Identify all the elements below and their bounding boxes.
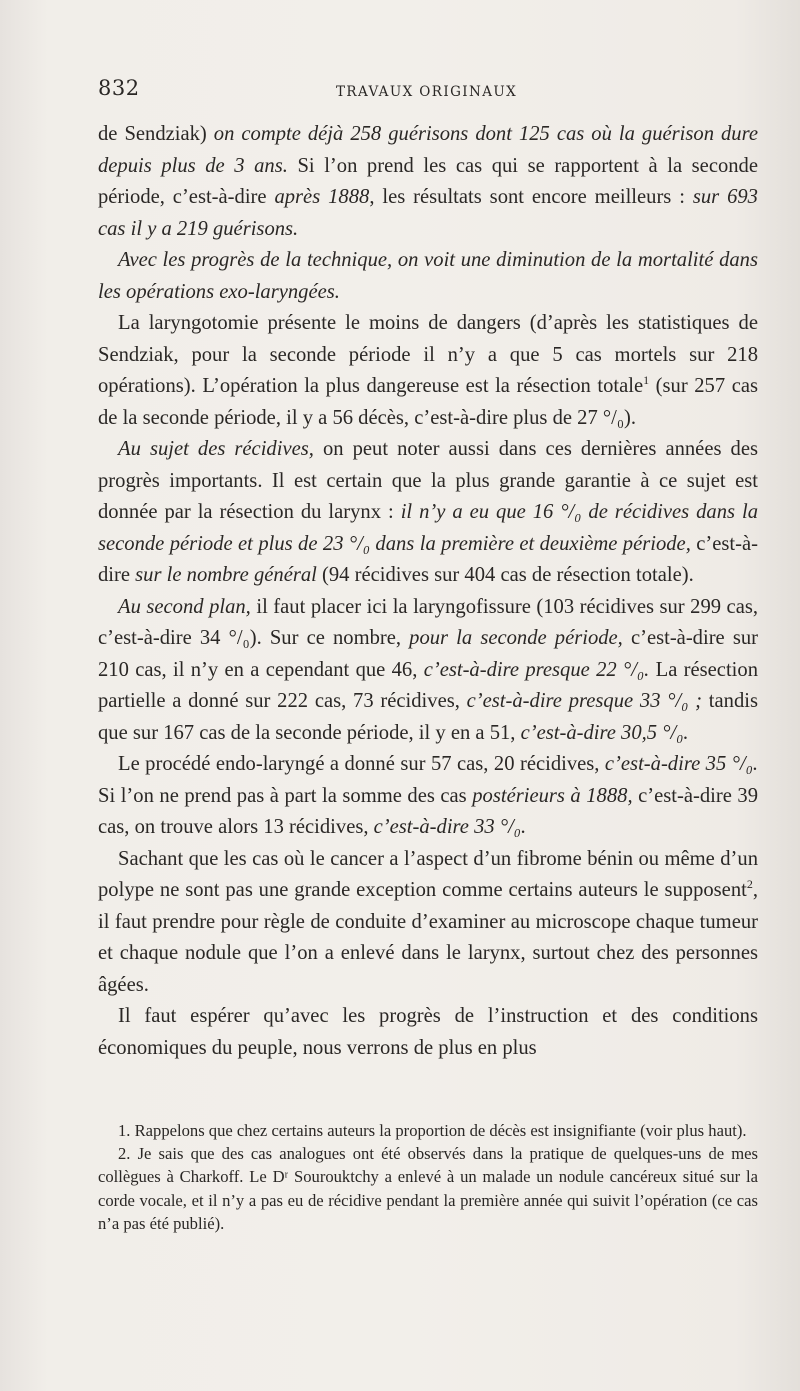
footnote-1: 1. Rappelons que chez certains auteurs la proportion de décès est insignifiante (voir plus haut). xyxy=(118,1121,747,1140)
footnotes xyxy=(98,1119,758,1235)
paragraph-6: Le procédé endo-laryngé a donné sur 57 cas, 20 récidives, c’est-à-dire 35 °/₀. Si l’on ne prend pas à part la somme des cas postérieurs à 1888, c’est-à-dire 39 cas, on trouve alors 13 récidives, c’est-à-dire 33 °/₀. xyxy=(98,753,759,838)
paragraph-3: La laryngotomie présente le moins de dangers (d’après les statistiques de Sendziak, pour la seconde période il n’y a que 5 cas mortels sur 218 opérations). L’opération la plus dangereuse est la résection totale$^1$ (sur 257 cas de la seconde période, il y a 56 décès, c’est-à-dire plus de 27 °/₀). xyxy=(98,312,758,429)
paragraph-4: Au sujet des récidives, on peut noter aussi dans ces dernières années des progrès importants. Il est certain que la plus grande garantie à ce sujet est donnée par la résection du larynx : il n’y a eu que 16 °/₀ de récidives dans la seconde période et plus de 23 °/₀ dans la première et deuxième période, c’est-à-dire sur le nombre général (94 récidives sur 404 cas de résection totale). xyxy=(98,438,759,586)
page-header xyxy=(96,76,756,110)
paragraph-5: Au second plan, il faut placer ici la laryngofissure (103 récidives sur 299 cas, c’est-à-dire 34 °/₀). Sur ce nombre, pour la seconde période, c’est-à-dire sur 210 cas, il n’y en a cependant que 46, c’est-à-dire presque 22 °/₀. La résection partielle a donné sur 222 cas, 73 récidives, c’est-à-dire presque 33 °/₀ ; tandis que sur 167 cas de la seconde période, il y en a 51, c’est-à-dire 30,5 °/₀. xyxy=(98,595,759,744)
paragraph-1: de Sendziak) on compte déjà 258 guérisons dont 125 cas où la guérison dure depuis plus de 3 ans. Si l’on prend les cas qui se rapportent à la seconde période, c’est-à-dire après 1888, les résultats sont encore meilleurs : sur 693 cas il y a 219 guérisons. xyxy=(98,123,758,240)
paragraph-8: Il faut espérer qu’avec les progrès de l’instruction et des conditions économiques du peuple, nous verrons de plus en plus xyxy=(98,1005,758,1059)
footnote-ref-1: 1 xyxy=(643,373,650,387)
running-head: TRAVAUX ORIGINAUX xyxy=(336,84,518,100)
footnote-ref-2: 2 xyxy=(746,877,753,891)
paragraph-7: Sachant que les cas où le cancer a l’aspect d’un fibrome bénin ou même d’un polype ne sont pas une grande exception comme certains auteurs le supposent$^2$, il faut prendre pour règle de conduite d’examiner au microscope chaque tumeur et chaque nodule que l’on a enlevé dans le larynx, surtout chez des personnes âgées. xyxy=(98,847,758,996)
page-number: 832 xyxy=(98,76,140,100)
body-text xyxy=(98,119,758,1064)
paragraph-2: Avec les progrès de la technique, on voit une diminution de la mortalité dans les opérations exo-laryngées. xyxy=(98,249,758,303)
footnote-2: 2. Je sais que des cas analogues ont été observés dans la pratique de quelques-uns de mes collègues à Charkoff. Le Dʳ Sourouktchy a enlevé à un malade un nodule cancéreux situé sur la corde vocale, et il n’y a pas eu de récidive pendant la première année qui suivit l’opération (ce cas n’a pas été publié). xyxy=(98,1144,758,1233)
